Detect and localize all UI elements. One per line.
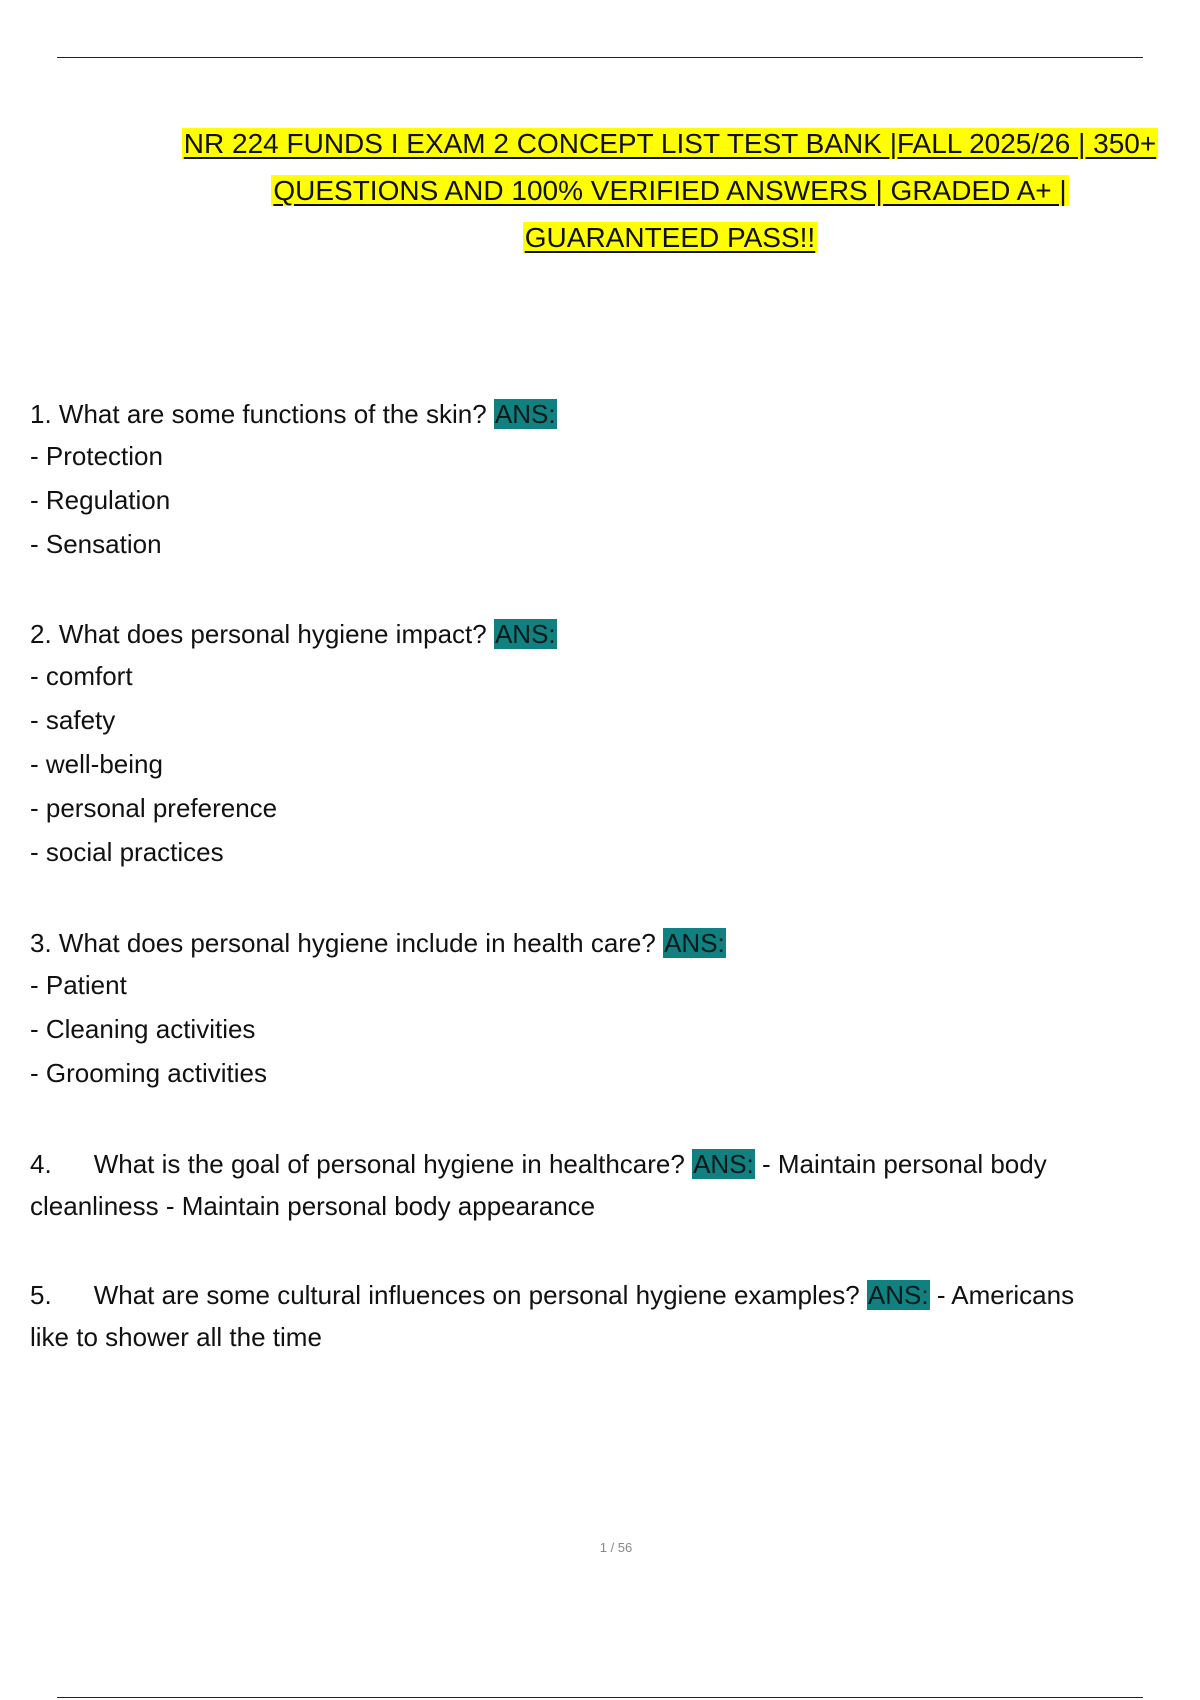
question-1 (30, 394, 1200, 566)
question-prompt: 3. What does personal hygiene include in health care? ANS: (30, 928, 725, 958)
title-line-2: QUESTIONS AND 100% VERIFIED ANSWERS | GRADED A+ | (273, 175, 1067, 206)
ans-label: ANS: (494, 619, 556, 649)
question-prompt: 4. What is the goal of personal hygiene in healthcare? ANS: - Maintain personal body (30, 1149, 1047, 1179)
ans-label: ANS: (664, 928, 725, 958)
ans-label: ANS: (494, 399, 556, 429)
answer-item: - well-being (30, 749, 163, 779)
question-prompt: 1. What are some functions of the skin? ANS: (30, 399, 556, 429)
answer-text: - Americans (929, 1280, 1075, 1310)
answer-item: - Regulation (30, 485, 171, 515)
answer-item: - Sensation (30, 529, 162, 559)
question-prompt: 5. What are some cultural influences on personal hygiene examples? ANS: - Americans (30, 1280, 1075, 1310)
ans-label: ANS: (693, 1149, 754, 1179)
top-rule (57, 57, 1143, 58)
answer-item: - personal preference (30, 793, 278, 823)
question-prompt: 2. What does personal hygiene impact? ANS: (30, 619, 556, 649)
bottom-rule (57, 1697, 1143, 1698)
answer-item: - Patient (30, 970, 127, 1000)
page-number: 1 / 56 (599, 1540, 633, 1555)
title-line-1: NR 224 FUNDS I EXAM 2 CONCEPT LIST TEST BANK |FALL 2025/26 | 350+ (183, 128, 1157, 159)
answer-item: - Protection (30, 441, 163, 471)
answer-item: - social practices (30, 837, 224, 867)
answer-continuation: like to shower all the time (30, 1322, 322, 1352)
question-5 (30, 1274, 1200, 1358)
answer-text: - Maintain personal body (754, 1149, 1047, 1179)
document-title (80, 120, 1200, 261)
answer-item: - Cleaning activities (30, 1014, 256, 1044)
question-3 (30, 923, 1200, 1095)
answer-item: - comfort (30, 661, 133, 691)
question-4 (30, 1143, 1200, 1227)
question-2 (30, 614, 1200, 874)
title-line-3: GUARANTEED PASS!! (524, 222, 816, 253)
answer-item: - Grooming activities (30, 1058, 267, 1088)
ans-label: ANS: (867, 1280, 929, 1310)
answer-continuation: cleanliness - Maintain personal body appearance (30, 1191, 596, 1221)
answer-item: - safety (30, 705, 116, 735)
